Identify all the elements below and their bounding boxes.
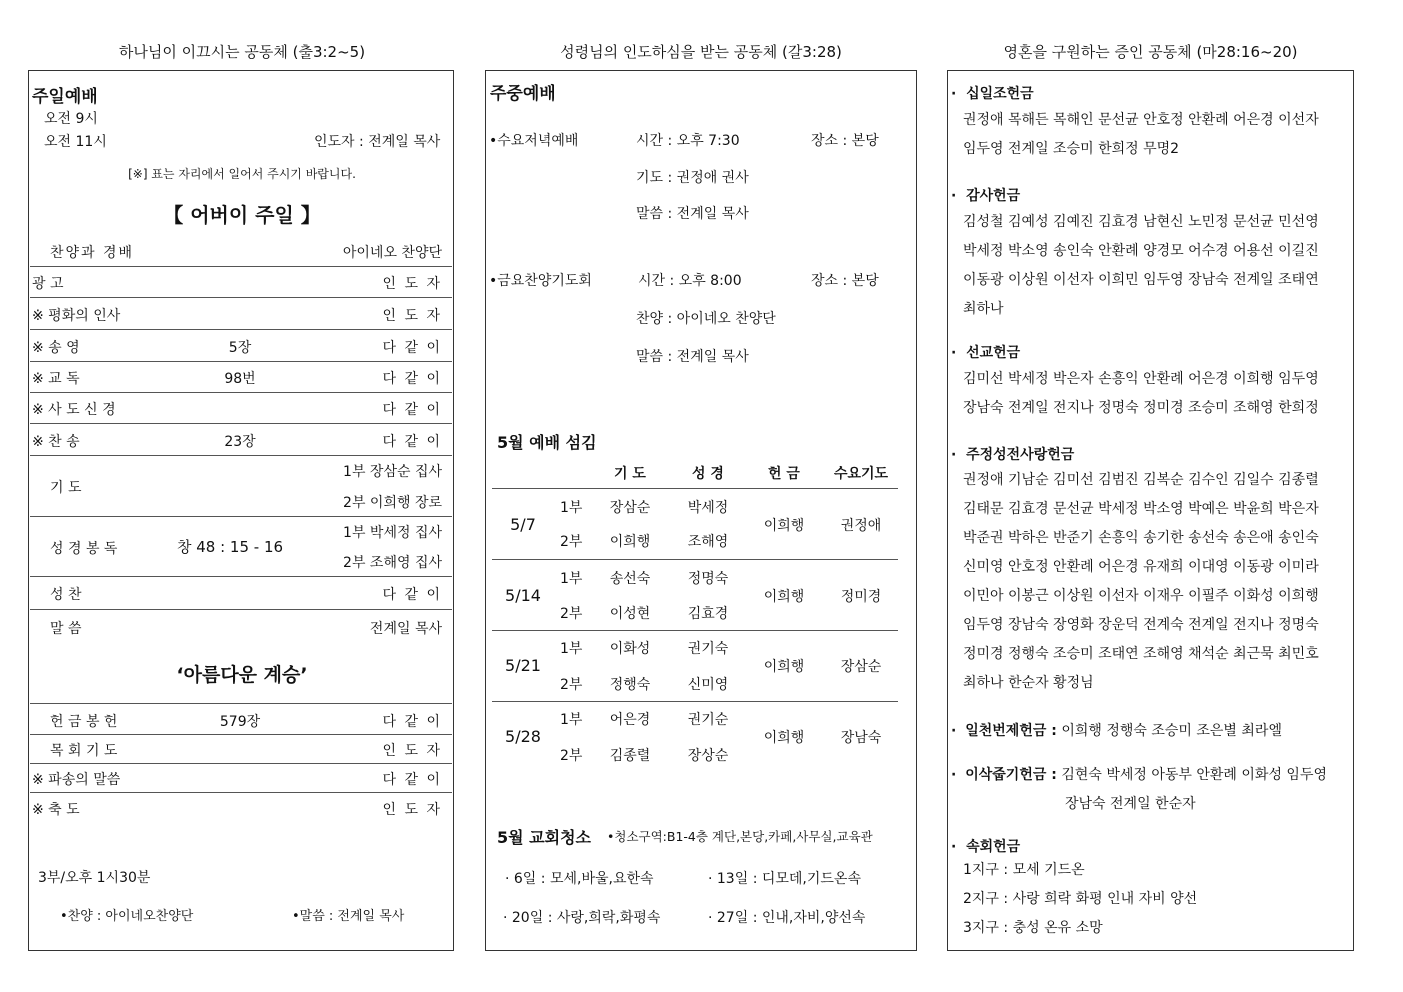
roster-wednesday: 장삼순 bbox=[840, 659, 882, 675]
bullet-icon: · bbox=[951, 447, 957, 463]
order-item-name: ※ 사 도 신 경 bbox=[32, 402, 116, 418]
order-item-leader: 전계일 목사 bbox=[369, 621, 442, 637]
service-prayer: 기도 : 권정애 권사 bbox=[636, 170, 749, 186]
bullet-icon: · bbox=[951, 345, 957, 361]
order-item-number: 579장 bbox=[219, 714, 261, 730]
divider bbox=[30, 609, 452, 610]
roster-offering: 이희행 bbox=[763, 659, 805, 675]
mission-title: · 선교헌금 bbox=[951, 345, 1021, 361]
building-title: · 주정성전사랑헌금 bbox=[951, 447, 1075, 463]
order-item-name: ※ 축 도 bbox=[32, 802, 80, 818]
roster-col-scripture: 성 경 bbox=[692, 466, 724, 482]
bullet-icon: · bbox=[951, 839, 957, 855]
order-item-leader: 인 도 자 bbox=[382, 802, 442, 818]
order-item-leader: 인 도 자 bbox=[382, 276, 442, 292]
thousand-line: · 일천번제헌금 : 이희행 정행숙 조승미 조은별 최라엘 bbox=[951, 723, 1282, 739]
service-time-2: 오전 11시 bbox=[44, 134, 107, 150]
divider bbox=[30, 361, 452, 362]
cleaning-day: · 13일 : 디모데,기드온속 bbox=[708, 871, 861, 887]
roster-prayer-2: 이성현 bbox=[609, 606, 651, 622]
order-item-name: ※ 송 영 bbox=[32, 340, 80, 356]
service-sermon: 말씀 : 전계일 목사 bbox=[636, 349, 749, 365]
order-item-number: 23장 bbox=[224, 434, 256, 450]
service-place: 장소 : 본당 bbox=[811, 273, 879, 289]
divider bbox=[30, 392, 452, 393]
prelude-label: 찬양과 경배 bbox=[50, 245, 135, 261]
seed-line-2: 장남숙 전계일 한순자 bbox=[1065, 796, 1196, 812]
order-item-name: ※ 파송의 말씀 bbox=[32, 772, 121, 788]
roster-offering: 이희행 bbox=[763, 730, 805, 746]
order-item-name: ※ 평화의 인사 bbox=[32, 308, 121, 324]
service-leader: 인도자 : 전계일 목사 bbox=[314, 134, 441, 150]
roster-col-offering: 헌 금 bbox=[768, 466, 800, 482]
service-sermon: 말씀 : 전계일 목사 bbox=[636, 206, 749, 222]
order-item-leader: 다 같 이 bbox=[382, 772, 442, 788]
roster-date: 5/14 bbox=[505, 586, 541, 605]
roster-part: 2부 bbox=[560, 606, 583, 622]
service-time-1: 오전 9시 bbox=[44, 111, 98, 127]
scripture-reference: 창 48 : 15 - 16 bbox=[176, 538, 284, 556]
divider bbox=[30, 516, 452, 517]
order-item-number: 5장 bbox=[228, 340, 252, 356]
order-item-name: 성 경 봉 독 bbox=[50, 541, 118, 557]
roster-scripture-2: 조해영 bbox=[687, 534, 729, 550]
divider bbox=[30, 792, 452, 793]
roster-part: 2부 bbox=[560, 677, 583, 693]
divider bbox=[30, 703, 452, 704]
prelude-leader: 아이네오 찬양단 bbox=[342, 245, 442, 261]
roster-wednesday: 장남숙 bbox=[840, 730, 882, 746]
divider bbox=[30, 266, 452, 267]
sermon-title: ‘아름다운 계승’ bbox=[176, 664, 308, 686]
service-praise: 찬양 : 아이네오 찬양단 bbox=[636, 311, 776, 327]
seed-line: · 이삭줍기헌금 : 김현숙 박세정 아동부 안환례 이화성 임두영 bbox=[951, 767, 1327, 783]
divider bbox=[30, 763, 452, 764]
order-item-leader: 다 같 이 bbox=[382, 587, 442, 603]
roster-part: 1부 bbox=[560, 641, 583, 657]
divider bbox=[30, 734, 452, 735]
district-title: · 속회헌금 bbox=[951, 839, 1021, 855]
order-item-leader: 다 같 이 bbox=[382, 402, 442, 418]
right-column-header: 영혼을 구원하는 증인 공동체 (마28:16~20) bbox=[1003, 43, 1298, 61]
divider bbox=[30, 297, 452, 298]
order-item-leader: 다 같 이 bbox=[382, 371, 442, 387]
cleaning-day: · 6일 : 모세,바울,요한속 bbox=[505, 871, 654, 887]
order-item-name: 말 씀 bbox=[50, 621, 82, 637]
divider bbox=[492, 630, 898, 631]
middle-column-header: 성령님의 인도하심을 받는 공동체 (갈3:28) bbox=[560, 43, 842, 61]
thanks-title: · 감사헌금 bbox=[951, 188, 1021, 204]
tithe-title: · 십일조헌금 bbox=[951, 86, 1034, 102]
roster-part: 1부 bbox=[560, 571, 583, 587]
roster-scripture-1: 박세정 bbox=[687, 500, 729, 516]
order-item-name: ※ 찬 송 bbox=[32, 434, 80, 450]
order-item-leader: 다 같 이 bbox=[382, 434, 442, 450]
order-item-name: 광 고 bbox=[32, 276, 64, 292]
service-place: 장소 : 본당 bbox=[811, 133, 879, 149]
scripture-reader-2: 2부 조해영 집사 bbox=[343, 555, 442, 571]
bullet-icon: · bbox=[951, 767, 957, 783]
roster-date: 5/7 bbox=[510, 515, 536, 534]
cleaning-title: 5월 교회청소 bbox=[497, 828, 591, 847]
district-list: 1지구 : 모세 기드온 2지구 : 사랑 희락 화평 인내 자비 양선 3지구 : 충성 온유 소망 bbox=[963, 862, 1198, 936]
roster-part: 2부 bbox=[560, 748, 583, 764]
divider bbox=[492, 701, 898, 702]
bullet-icon: · bbox=[951, 723, 957, 739]
weekday-worship-title: 주중예배 bbox=[490, 84, 556, 104]
roster-part: 1부 bbox=[560, 500, 583, 516]
order-item-number: 98번 bbox=[224, 371, 256, 387]
building-names: 권정애 기남순 김미선 김범진 김복순 김수인 김일수 김종렬 김태문 김효경 문선균 박세정 박소영 박예은 박윤희 박은자 박준권 박하은 반준기 손흥익 송기한 송선숙 송은애 송인숙 신미영 안호정 안환례 어은경 유재희 이대영 이동광 이미라 이민아 이봉근 이상원 이선자 이재우 이필주 이화성 이희행 임두영 장남숙 장영화 장운덕 전계숙 전계일 전지나 정명숙 정미경 정행숙 조승미 조태연 조해영 채석순 최근묵 최민호 최하나 한순자 황정님 bbox=[963, 472, 1319, 691]
cleaning-area: •청소구역:B1-4층 계단,본당,카페,사무실,교육관 bbox=[607, 829, 873, 844]
third-service-sermon: •말씀 : 전계일 목사 bbox=[292, 909, 405, 924]
order-item-name: ※ 교 독 bbox=[32, 371, 80, 387]
bullet-icon: · bbox=[951, 86, 957, 102]
roster-prayer-2: 정행숙 bbox=[609, 677, 651, 693]
service-time: 시간 : 오후 7:30 bbox=[636, 133, 740, 149]
service-name: •금요찬양기도회 bbox=[489, 273, 592, 289]
divider bbox=[30, 576, 452, 577]
third-service-praise: •찬양 : 아이네오찬양단 bbox=[60, 909, 194, 924]
bullet-icon: · bbox=[951, 188, 957, 204]
roster-prayer-1: 이화성 bbox=[609, 641, 651, 657]
roster-prayer-2: 김종렬 bbox=[609, 748, 651, 764]
service-roster-title: 5월 예배 섬김 bbox=[497, 433, 597, 452]
sunday-worship-title: 주일예배 bbox=[32, 87, 98, 107]
roster-prayer-2: 이희행 bbox=[609, 534, 651, 550]
roster-prayer-1: 송선숙 bbox=[609, 571, 651, 587]
roster-scripture-1: 권기숙 bbox=[687, 641, 729, 657]
roster-col-wednesday: 수요기도 bbox=[833, 466, 889, 482]
roster-wednesday: 권정애 bbox=[840, 518, 882, 534]
order-item-leader: 다 같 이 bbox=[382, 340, 442, 356]
mission-names: 김미선 박세정 박은자 손흥익 안환례 어은경 이희행 임두영 장남숙 전계일 전지나 정명숙 정미경 조승미 조해영 한희정 bbox=[963, 371, 1319, 416]
occasion-title: 【 어버이 주일 】 bbox=[163, 203, 321, 227]
service-name: •수요저녁예배 bbox=[489, 133, 579, 149]
prayer-part-1: 1부 장삼순 집사 bbox=[343, 464, 442, 480]
roster-offering: 이희행 bbox=[763, 589, 805, 605]
roster-wednesday: 정미경 bbox=[840, 589, 882, 605]
roster-offering: 이희행 bbox=[763, 518, 805, 534]
roster-scripture-2: 김효경 bbox=[687, 606, 729, 622]
third-service-time: 3부/오후 1시30분 bbox=[38, 870, 151, 886]
order-item-name: 성 찬 bbox=[50, 587, 82, 603]
scripture-reader-1: 1부 박세정 집사 bbox=[343, 525, 442, 541]
standing-note: [※] 표는 자리에서 일어서 주시기 바랍니다. bbox=[128, 167, 356, 181]
service-time: 시간 : 오후 8:00 bbox=[638, 273, 742, 289]
roster-prayer-1: 장삼순 bbox=[609, 500, 651, 516]
roster-date: 5/21 bbox=[505, 656, 541, 675]
order-item-leader: 인 도 자 bbox=[382, 743, 442, 759]
divider bbox=[30, 329, 452, 330]
roster-part: 1부 bbox=[560, 712, 583, 728]
roster-part: 2부 bbox=[560, 534, 583, 550]
order-item-leader: 인 도 자 bbox=[382, 308, 442, 324]
cleaning-day: · 20일 : 사랑,희락,화평속 bbox=[503, 910, 661, 926]
cleaning-day: · 27일 : 인내,자비,양선속 bbox=[708, 910, 866, 926]
roster-prayer-1: 어은경 bbox=[609, 712, 651, 728]
divider bbox=[492, 559, 898, 560]
roster-scripture-2: 장상순 bbox=[687, 748, 729, 764]
prayer-part-2: 2부 이희행 장로 bbox=[343, 495, 442, 511]
order-item-leader: 다 같 이 bbox=[382, 714, 442, 730]
roster-col-prayer: 기 도 bbox=[614, 466, 646, 482]
thanks-names: 김성철 김예성 김예진 김효경 남현신 노민정 문선균 민선영 박세정 박소영 송인숙 안환례 양경모 어수경 어용선 이길진 이동광 이상원 이선자 이희민 임두영 장남숙 전계일 조태연 최하나 bbox=[963, 214, 1319, 317]
divider bbox=[30, 423, 452, 424]
tithe-names: 권정애 목해든 목해인 문선균 안호정 안환례 어은경 이선자 임두영 전계일 조승미 한희정 무명2 bbox=[963, 112, 1319, 157]
roster-scripture-1: 정명숙 bbox=[687, 571, 729, 587]
roster-scripture-2: 신미영 bbox=[687, 677, 729, 693]
divider bbox=[30, 455, 452, 456]
roster-scripture-1: 권기순 bbox=[687, 712, 729, 728]
order-item-name: 헌 금 봉 헌 bbox=[50, 714, 118, 730]
order-item-name: 기 도 bbox=[50, 480, 82, 496]
left-column-header: 하나님이 이끄시는 공동체 (출3:2~5) bbox=[118, 43, 366, 61]
divider bbox=[492, 488, 898, 489]
roster-date: 5/28 bbox=[505, 727, 541, 746]
order-item-name: 목 회 기 도 bbox=[50, 743, 118, 759]
